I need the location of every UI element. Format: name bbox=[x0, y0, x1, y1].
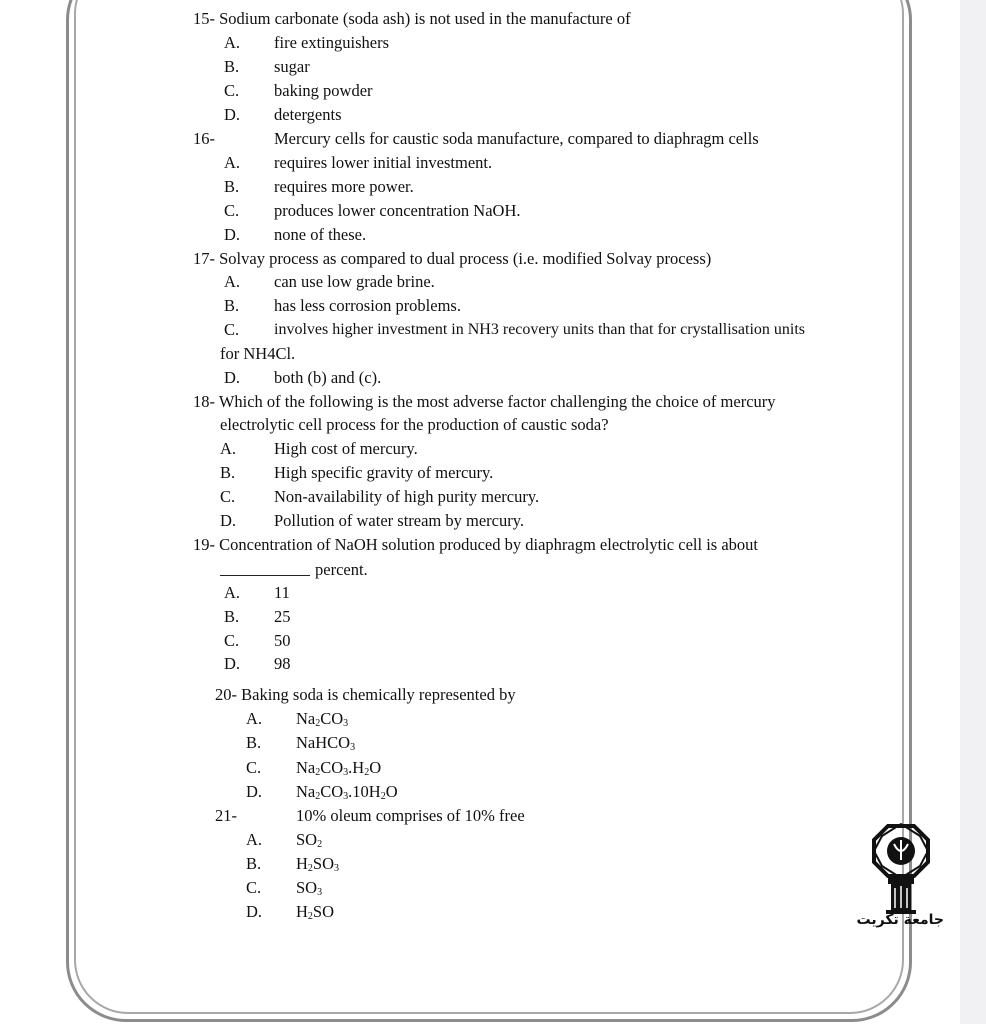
formula-subscript: 2 bbox=[307, 863, 313, 874]
option-letter: C. bbox=[224, 81, 240, 100]
formula-part: .10H bbox=[348, 782, 381, 801]
option-letter: A. bbox=[224, 153, 241, 172]
question-stem-line2: electrolytic cell process for the production of caustic soda? bbox=[220, 415, 609, 434]
option-letter: B. bbox=[224, 296, 240, 315]
option-letter: D. bbox=[224, 368, 241, 387]
formula-part: SO bbox=[312, 902, 335, 921]
question-stem: Mercury cells for caustic soda manufacture, compared to diaphragm cells bbox=[274, 129, 759, 148]
question-number: 17- bbox=[193, 249, 215, 268]
question-stem: Baking soda is chemically represented by bbox=[241, 685, 516, 704]
option-text: High specific gravity of mercury. bbox=[274, 463, 494, 482]
question-17 bbox=[193, 249, 711, 269]
option-text: Non-availability of high purity mercury. bbox=[274, 487, 540, 506]
question-18 bbox=[193, 392, 776, 412]
logo-caption: جامعة تكريت bbox=[856, 912, 944, 928]
formula-part: CO bbox=[320, 782, 344, 801]
option-text: fire extinguishers bbox=[274, 33, 390, 52]
option-letter: A. bbox=[224, 583, 241, 602]
option-text: both (b) and (c). bbox=[274, 368, 382, 387]
option-letter: C. bbox=[246, 758, 262, 777]
formula-part: H bbox=[296, 902, 308, 921]
question-number: 16- bbox=[193, 129, 215, 148]
formula-subscript: 2 bbox=[315, 791, 321, 802]
question-15 bbox=[193, 9, 631, 29]
option-text-continuation: for NH4Cl. bbox=[220, 344, 296, 363]
formula bbox=[296, 758, 381, 778]
formula bbox=[296, 902, 334, 922]
formula-subscript: 3 bbox=[343, 767, 349, 778]
question-stem-line2: percent. bbox=[315, 560, 368, 579]
option-letter: A. bbox=[220, 439, 237, 458]
option-letter: C. bbox=[246, 878, 262, 897]
question-number: 19- bbox=[193, 535, 215, 554]
option-text: requires lower initial investment. bbox=[274, 153, 493, 172]
option-letter: D. bbox=[224, 225, 241, 244]
option-letter: B. bbox=[246, 854, 262, 873]
formula-part: H bbox=[296, 854, 308, 873]
formula-subscript: 3 bbox=[343, 718, 349, 729]
option-text: 25 bbox=[274, 607, 291, 626]
option-letter: D. bbox=[224, 654, 241, 673]
formula-part: CO bbox=[320, 758, 344, 777]
question-stem: Concentration of NaOH solution produced by diaphragm electrolytic cell is about bbox=[219, 535, 758, 554]
formula-subscript: 2 bbox=[364, 767, 370, 778]
option-letter: A. bbox=[224, 272, 241, 291]
question-stem: Solvay process as compared to dual process (i.e. modified Solvay process) bbox=[219, 249, 712, 268]
option-text: baking powder bbox=[274, 81, 373, 100]
formula-subscript: 2 bbox=[315, 767, 321, 778]
option-letter: B. bbox=[224, 607, 240, 626]
formula-part: Na bbox=[296, 709, 316, 728]
formula-subscript: 2 bbox=[317, 839, 323, 850]
formula-subscript: 2 bbox=[315, 718, 321, 729]
question-number: 21- bbox=[215, 806, 237, 825]
fill-in-blank bbox=[220, 575, 310, 576]
option-text: none of these. bbox=[274, 225, 367, 244]
formula bbox=[296, 830, 322, 850]
formula-part: Na bbox=[296, 782, 316, 801]
formula-part: SO bbox=[296, 830, 318, 849]
option-letter: A. bbox=[246, 830, 263, 849]
question-number: 20- bbox=[215, 685, 237, 704]
formula-part: NaHCO bbox=[296, 733, 351, 752]
option-letter: D. bbox=[246, 902, 263, 921]
formula-subscript: 3 bbox=[350, 742, 356, 753]
formula bbox=[296, 782, 398, 802]
option-letter: C. bbox=[224, 201, 240, 220]
option-text: has less corrosion problems. bbox=[274, 296, 461, 315]
option-text: sugar bbox=[274, 57, 310, 76]
formula-subscript: 2 bbox=[380, 791, 386, 802]
option-letter: D. bbox=[224, 105, 241, 124]
emblem-icon bbox=[874, 824, 928, 914]
formula-part: CO bbox=[320, 709, 344, 728]
formula-part: SO bbox=[296, 878, 318, 897]
formula-part: SO bbox=[312, 854, 335, 873]
option-letter: C. bbox=[224, 631, 240, 650]
option-letter: B. bbox=[220, 463, 236, 482]
option-text: 98 bbox=[274, 654, 291, 673]
formula-subscript: 3 bbox=[334, 863, 340, 874]
question-stem: Sodium carbonate (soda ash) is not used in the manufacture of bbox=[219, 9, 631, 28]
formula-part: O bbox=[385, 782, 398, 801]
question-stem: 10% oleum comprises of 10% free bbox=[296, 806, 525, 825]
option-text: 50 bbox=[274, 631, 291, 650]
option-letter: B. bbox=[224, 57, 240, 76]
formula bbox=[296, 733, 355, 753]
option-letter: D. bbox=[246, 782, 263, 801]
formula bbox=[296, 878, 322, 898]
option-text: 11 bbox=[274, 583, 290, 602]
option-text: involves higher investment in NH3 recovery units than that for crystallisation units bbox=[274, 321, 806, 338]
question-stem: Which of the following is the most adverse factor challenging the choice of mercury bbox=[218, 392, 776, 411]
option-letter: A. bbox=[224, 33, 241, 52]
formula-subscript: 3 bbox=[317, 887, 323, 898]
option-text: Pollution of water stream by mercury. bbox=[274, 511, 525, 530]
formula-part: Na bbox=[296, 758, 316, 777]
question-number: 15- bbox=[193, 9, 215, 28]
formula-part: .H bbox=[348, 758, 365, 777]
formula bbox=[296, 709, 348, 729]
question-20 bbox=[215, 685, 516, 705]
option-letter: A. bbox=[246, 709, 263, 728]
option-letter: C. bbox=[220, 487, 236, 506]
option-text: produces lower concentration NaOH. bbox=[274, 201, 521, 220]
formula bbox=[296, 854, 339, 874]
formula-subscript: 2 bbox=[307, 911, 313, 922]
option-text: requires more power. bbox=[274, 177, 414, 196]
option-letter: B. bbox=[224, 177, 240, 196]
option-letter: B. bbox=[246, 733, 262, 752]
option-letter: D. bbox=[220, 511, 237, 530]
option-text: High cost of mercury. bbox=[274, 439, 418, 458]
question-number: 18- bbox=[193, 392, 215, 411]
option-text: detergents bbox=[274, 105, 342, 124]
formula-part: O bbox=[369, 758, 382, 777]
option-letter: C. bbox=[224, 320, 240, 339]
formula-subscript: 3 bbox=[343, 791, 349, 802]
question-19 bbox=[193, 535, 758, 555]
option-text: can use low grade brine. bbox=[274, 272, 435, 291]
